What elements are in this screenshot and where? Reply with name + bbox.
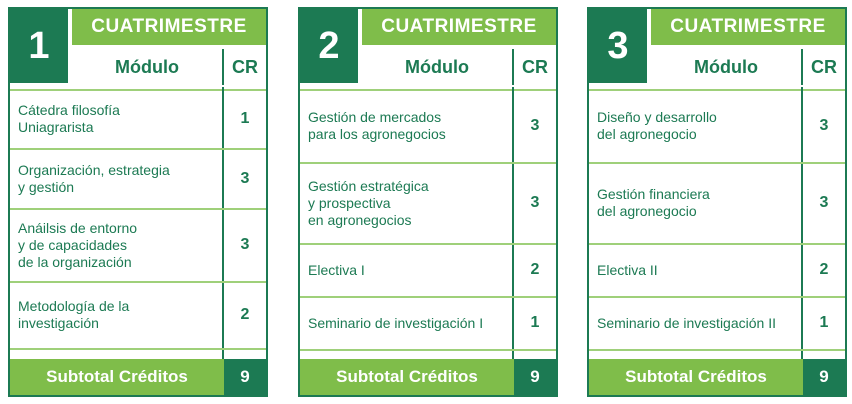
- module-credits: 3: [819, 117, 829, 134]
- subtotal-value: 9: [514, 359, 556, 395]
- module-row: [589, 298, 845, 348]
- semester-card-3: [587, 7, 847, 397]
- subtotal-label: Subtotal Créditos: [10, 359, 224, 395]
- module-row: [300, 245, 556, 295]
- module-credits: 1: [819, 314, 829, 331]
- module-credits: 2: [240, 306, 250, 323]
- module-credits: 1: [530, 314, 540, 331]
- module-row: [300, 298, 556, 348]
- subtotal-label: Subtotal Créditos: [589, 359, 803, 395]
- module-row: [589, 91, 845, 161]
- module-row: [300, 91, 556, 161]
- module-credits: 3: [819, 194, 829, 211]
- module-row: [10, 210, 266, 280]
- semester-card-2: [298, 7, 558, 397]
- subtotal-value: 9: [803, 359, 845, 395]
- module-name: Cátedra filosofía Uniagrarista: [18, 102, 120, 135]
- module-credits: 3: [240, 236, 250, 253]
- module-name: Seminario de investigación II: [597, 314, 776, 331]
- credits-column-header: CR: [222, 49, 266, 85]
- module-row: [300, 164, 556, 242]
- subtotal-label: Subtotal Créditos: [300, 359, 514, 395]
- module-column-header: Módulo: [405, 56, 469, 77]
- divider: [300, 349, 556, 351]
- module-credits: 1: [240, 110, 250, 127]
- semester-number: 2: [300, 9, 358, 83]
- module-credits: 2: [819, 261, 829, 278]
- module-row: [10, 150, 266, 207]
- module-name: Seminario de investigación I: [308, 314, 484, 331]
- module-name: Metodología de la investigación: [18, 298, 130, 331]
- semester-number: 3: [589, 9, 647, 83]
- module-row: [10, 91, 266, 147]
- credits-column-header: CR: [512, 49, 556, 85]
- credits-column-header: CR: [801, 49, 845, 85]
- module-row: [589, 164, 845, 242]
- module-name: Anáilsis de entorno y de capacidades de la organización: [18, 219, 138, 270]
- module-name: Gestión de mercados para los agronegocios: [308, 109, 446, 142]
- module-row: [10, 283, 266, 347]
- module-credits: 3: [530, 194, 540, 211]
- module-column-header: Módulo: [694, 56, 758, 77]
- module-name: Electiva II: [597, 261, 658, 278]
- semester-number: 1: [10, 9, 68, 83]
- divider: [589, 349, 845, 351]
- semester-heading: CUATRIMESTRE: [651, 9, 845, 45]
- subtotal-value: 9: [224, 359, 266, 395]
- semester-card-1: [8, 7, 268, 397]
- module-name: Gestión financiera del agronegocio: [597, 186, 710, 219]
- module-name: Gestión estratégica y prospectiva en agronegocios: [308, 177, 429, 228]
- module-credits: 2: [530, 261, 540, 278]
- module-credits: 3: [240, 169, 250, 187]
- module-column-header: Módulo: [115, 56, 179, 77]
- semester-heading: CUATRIMESTRE: [72, 9, 266, 45]
- module-name: Electiva I: [308, 261, 365, 278]
- divider: [10, 348, 266, 350]
- module-credits: 3: [530, 117, 540, 134]
- module-name: Diseño y desarrollo del agronegocio: [597, 109, 717, 142]
- semester-heading: CUATRIMESTRE: [362, 9, 556, 45]
- module-row: [589, 245, 845, 295]
- module-name: Organización, estrategia y gestión: [18, 161, 170, 195]
